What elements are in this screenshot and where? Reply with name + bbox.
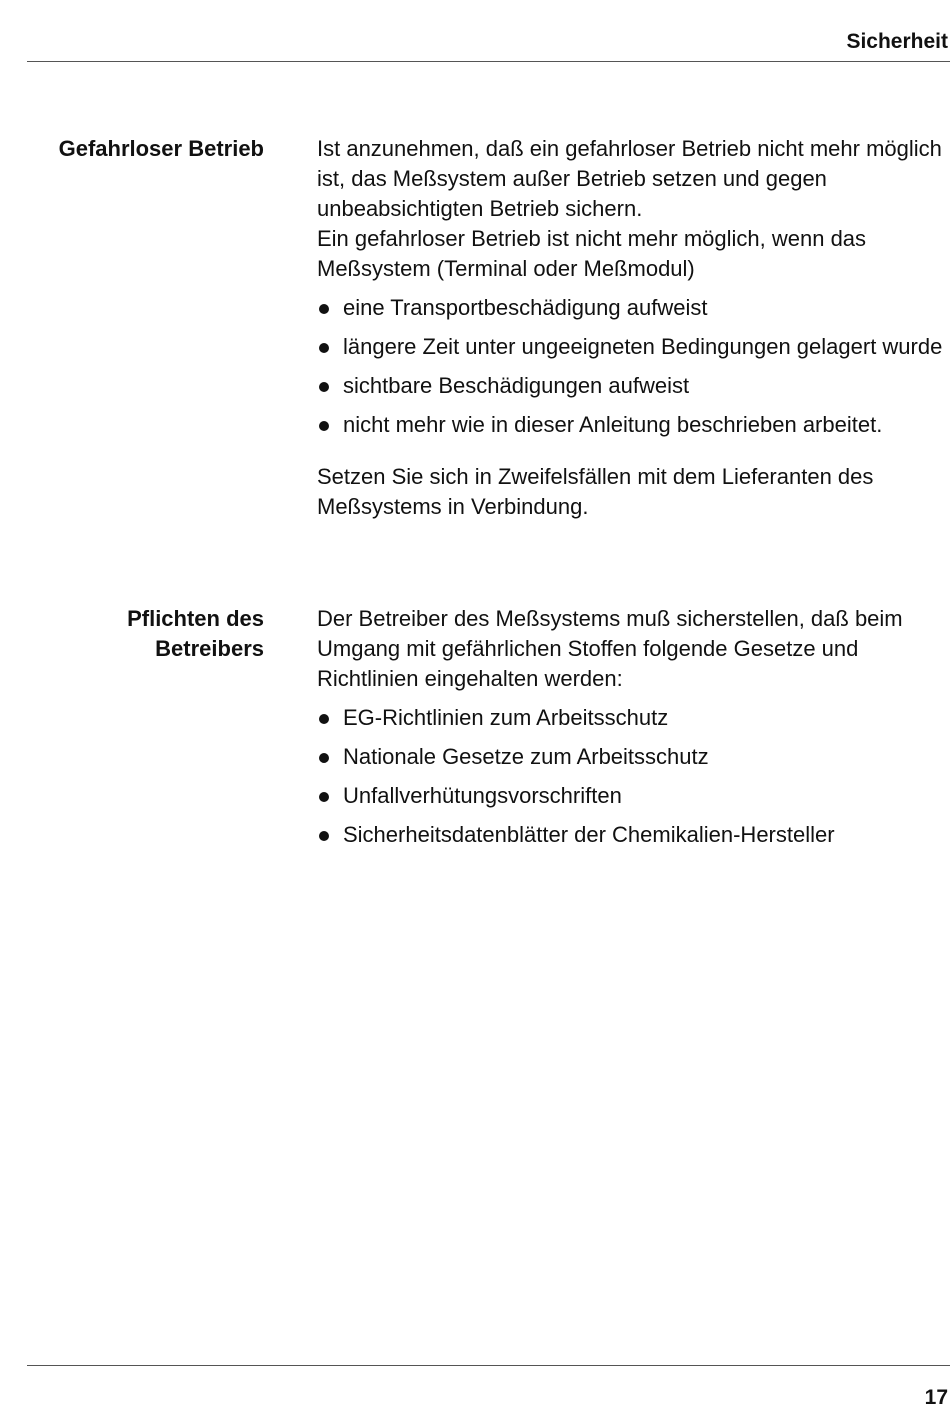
bullet-list <box>317 703 945 850</box>
section-heading-line: Betreibers <box>155 636 264 661</box>
bullet-icon <box>319 753 329 763</box>
list-item <box>317 332 945 362</box>
list-item <box>317 371 945 401</box>
bullet-icon <box>319 831 329 841</box>
list-item <box>317 703 945 733</box>
footer-rule <box>27 1365 950 1366</box>
list-item <box>317 410 945 440</box>
bullet-icon <box>319 792 329 802</box>
page-number: 17 <box>924 1386 948 1409</box>
list-item-text: Unfallverhütungsvorschriften <box>343 783 622 808</box>
section-heading-line: Pflichten des <box>127 606 264 631</box>
section-heading <box>0 134 264 164</box>
bullet-icon <box>319 421 329 431</box>
list-item-text: Sicherheitsdatenblätter der Chemikalien-Hersteller <box>343 822 835 847</box>
body-paragraph: Ein gefahrloser Betrieb ist nicht mehr möglich, wenn das Meßsystem (Terminal oder Meßmodul) <box>317 226 867 281</box>
body-paragraph: Der Betreiber des Meßsystems muß sicherstellen, daß beim Umgang mit gefährlichen Stoffen folgende Gesetze und Richtlinien eingehalten werden: <box>317 606 903 691</box>
body-paragraph: Ist anzunehmen, daß ein gefahrloser Betrieb nicht mehr möglich ist, das Meßsystem außer Betrieb setzen und gegen unbeabsichtigten Betrieb sichern. <box>317 136 942 221</box>
list-item-text: eine Transportbeschädigung aufweist <box>343 295 708 320</box>
list-item-text: Nationale Gesetze zum Arbeitsschutz <box>343 744 709 769</box>
list-item-text: sichtbare Beschädigungen aufweist <box>343 373 690 398</box>
list-item <box>317 820 945 850</box>
bullet-icon <box>319 714 329 724</box>
list-item <box>317 293 945 323</box>
bullet-icon <box>319 304 329 314</box>
list-item <box>317 742 945 772</box>
section-body <box>317 134 945 522</box>
list-item-text: nicht mehr wie in dieser Anleitung beschrieben arbeitet. <box>343 412 883 437</box>
list-item-text: längere Zeit unter ungeeigneten Bedingungen gelagert wurde <box>343 334 943 359</box>
bullet-icon <box>319 343 329 353</box>
closing-paragraph: Setzen Sie sich in Zweifelsfällen mit dem Lieferanten des Meßsystems in Verbindung. <box>317 464 874 519</box>
section-heading <box>0 604 264 664</box>
bullet-icon <box>319 382 329 392</box>
header-rule <box>27 61 950 62</box>
section-heading-line: Gefahrloser Betrieb <box>58 136 264 161</box>
bullet-list <box>317 293 945 440</box>
running-header-title: Sicherheit <box>846 30 948 53</box>
list-item-text: EG-Richtlinien zum Arbeitsschutz <box>343 705 669 730</box>
section-body <box>317 604 945 859</box>
list-item <box>317 781 945 811</box>
